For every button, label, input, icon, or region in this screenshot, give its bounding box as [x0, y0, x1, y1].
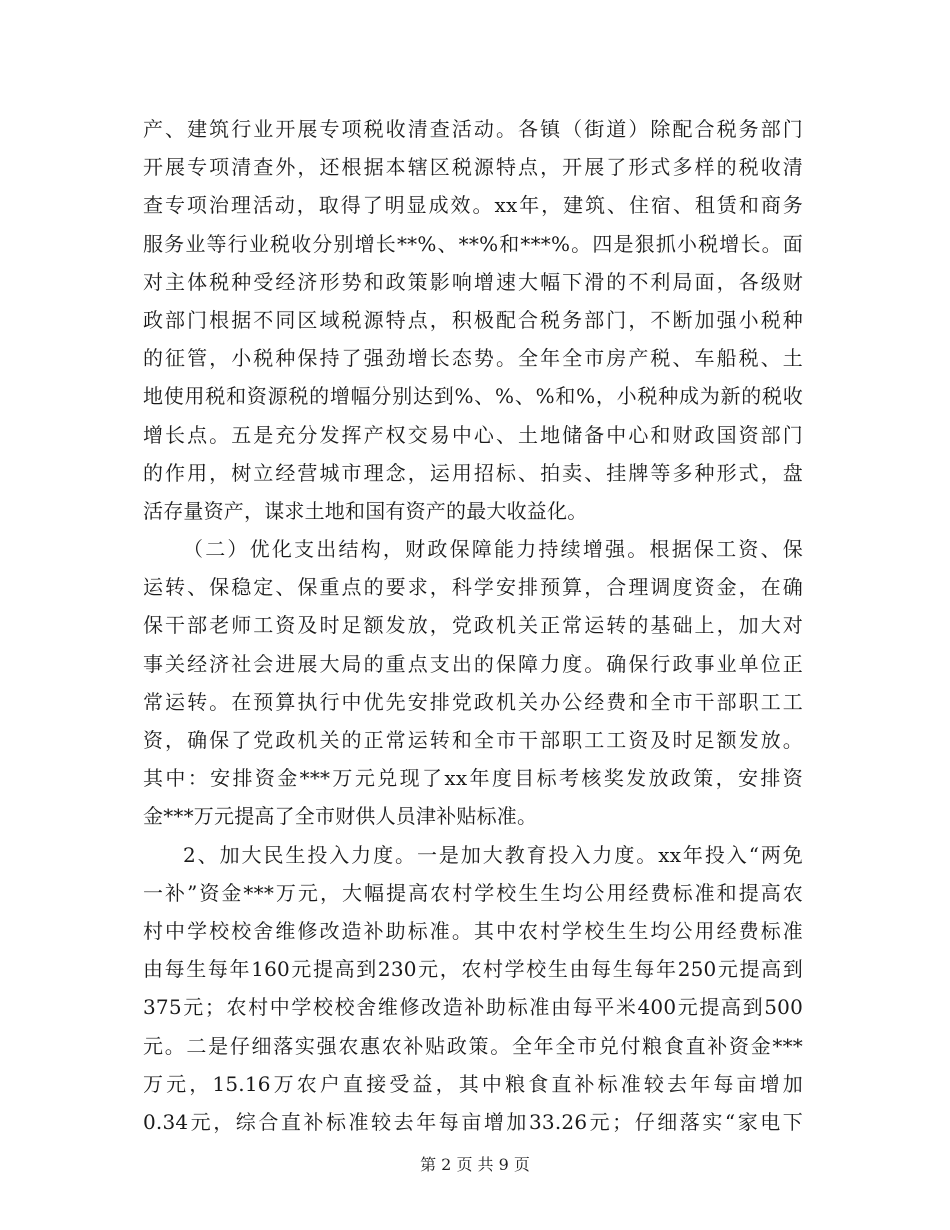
text-line: 金***万元提高了全市财供人员津补贴标准。	[143, 804, 538, 829]
document-body	[143, 110, 803, 1141]
text-line: 资，确保了党政机关的正常运转和全市干部职工工资及时足额发放。	[143, 728, 803, 752]
text-line: 活存量资产，谋求土地和国有资产的最大收益化。	[143, 498, 588, 523]
text-line: 常运转。在预算执行中优先安排党政机关办公经费和全市干部职工工	[143, 689, 803, 714]
page-number: 第 2 页 共 9 页	[420, 1155, 530, 1174]
text-line: 开展专项清查外，还根据本辖区税源特点，开展了形式多样的税收清	[143, 155, 803, 180]
text-line: 查专项治理活动，取得了明显成效。xx年，建筑、住宿、租赁和商务	[143, 193, 803, 218]
text-line: 地使用税和资源税的增幅分别达到%、%、%和%，小税种成为新的税收	[143, 384, 803, 409]
text-line: 万元，15.16万农户直接受益，其中粮食直补标准较去年每亩增加	[143, 1071, 803, 1096]
text-line: 其中：安排资金***万元兑现了xx年度目标考核奖发放政策，安排资	[143, 766, 803, 791]
text-line: 元。二是仔细落实强农惠农补贴政策。全年全市兑付粮食直补资金***	[143, 1033, 803, 1058]
text-line: 对主体税种受经济形势和政策影响增速大幅下滑的不利局面，各级财	[143, 269, 803, 294]
text-line: 服务业等行业税收分别增长**%、**%和***%。四是狠抓小税增长。面	[143, 231, 803, 256]
text-line: 的作用，树立经营城市理念，运用招标、拍卖、挂牌等多种形式，盘	[143, 460, 803, 485]
text-line: 一补”资金***万元，大幅提高农村学校生生均公用经费标准和提高农	[143, 880, 803, 905]
text-line: 政部门根据不同区域税源特点，积极配合税务部门，不断加强小税种	[143, 307, 803, 332]
text-line: 产、建筑行业开展专项税收清查活动。各镇（街道）除配合税务部门	[143, 117, 803, 141]
text-line: 保干部老师工资及时足额发放，党政机关正常运转的基础上，加大对	[143, 613, 803, 638]
text-line: 由每生每年160元提高到230元，农村学校生由每生每年250元提高到	[143, 957, 803, 982]
text-line: 2、加大民生投入力度。一是加大教育投入力度。xx年投入“两免	[183, 842, 803, 867]
text-line: 增长点。五是充分发挥产权交易中心、土地储备中心和财政国资部门	[143, 422, 803, 447]
text-line: 村中学校校舍维修改造补助标准。其中农村学校生生均公用经费标准	[143, 918, 803, 943]
text-line: 0.34元，综合直补标准较去年每亩增加33.26元；仔细落实“家电下	[143, 1109, 803, 1134]
text-line: 运转、保稳定、保重点的要求，科学安排预算，合理调度资金，在确	[143, 575, 803, 600]
text-line: 的征管，小税种保持了强劲增长态势。全年全市房产税、车船税、土	[143, 346, 803, 371]
text-line: （二）优化支出结构，财政保障能力持续增强。根据保工资、保	[183, 537, 803, 562]
text-line: 事关经济社会进展大局的重点支出的保障力度。确保行政事业单位正	[143, 651, 803, 676]
text-line: 375元；农村中学校校舍维修改造补助标准由每平米400元提高到500	[143, 995, 803, 1020]
